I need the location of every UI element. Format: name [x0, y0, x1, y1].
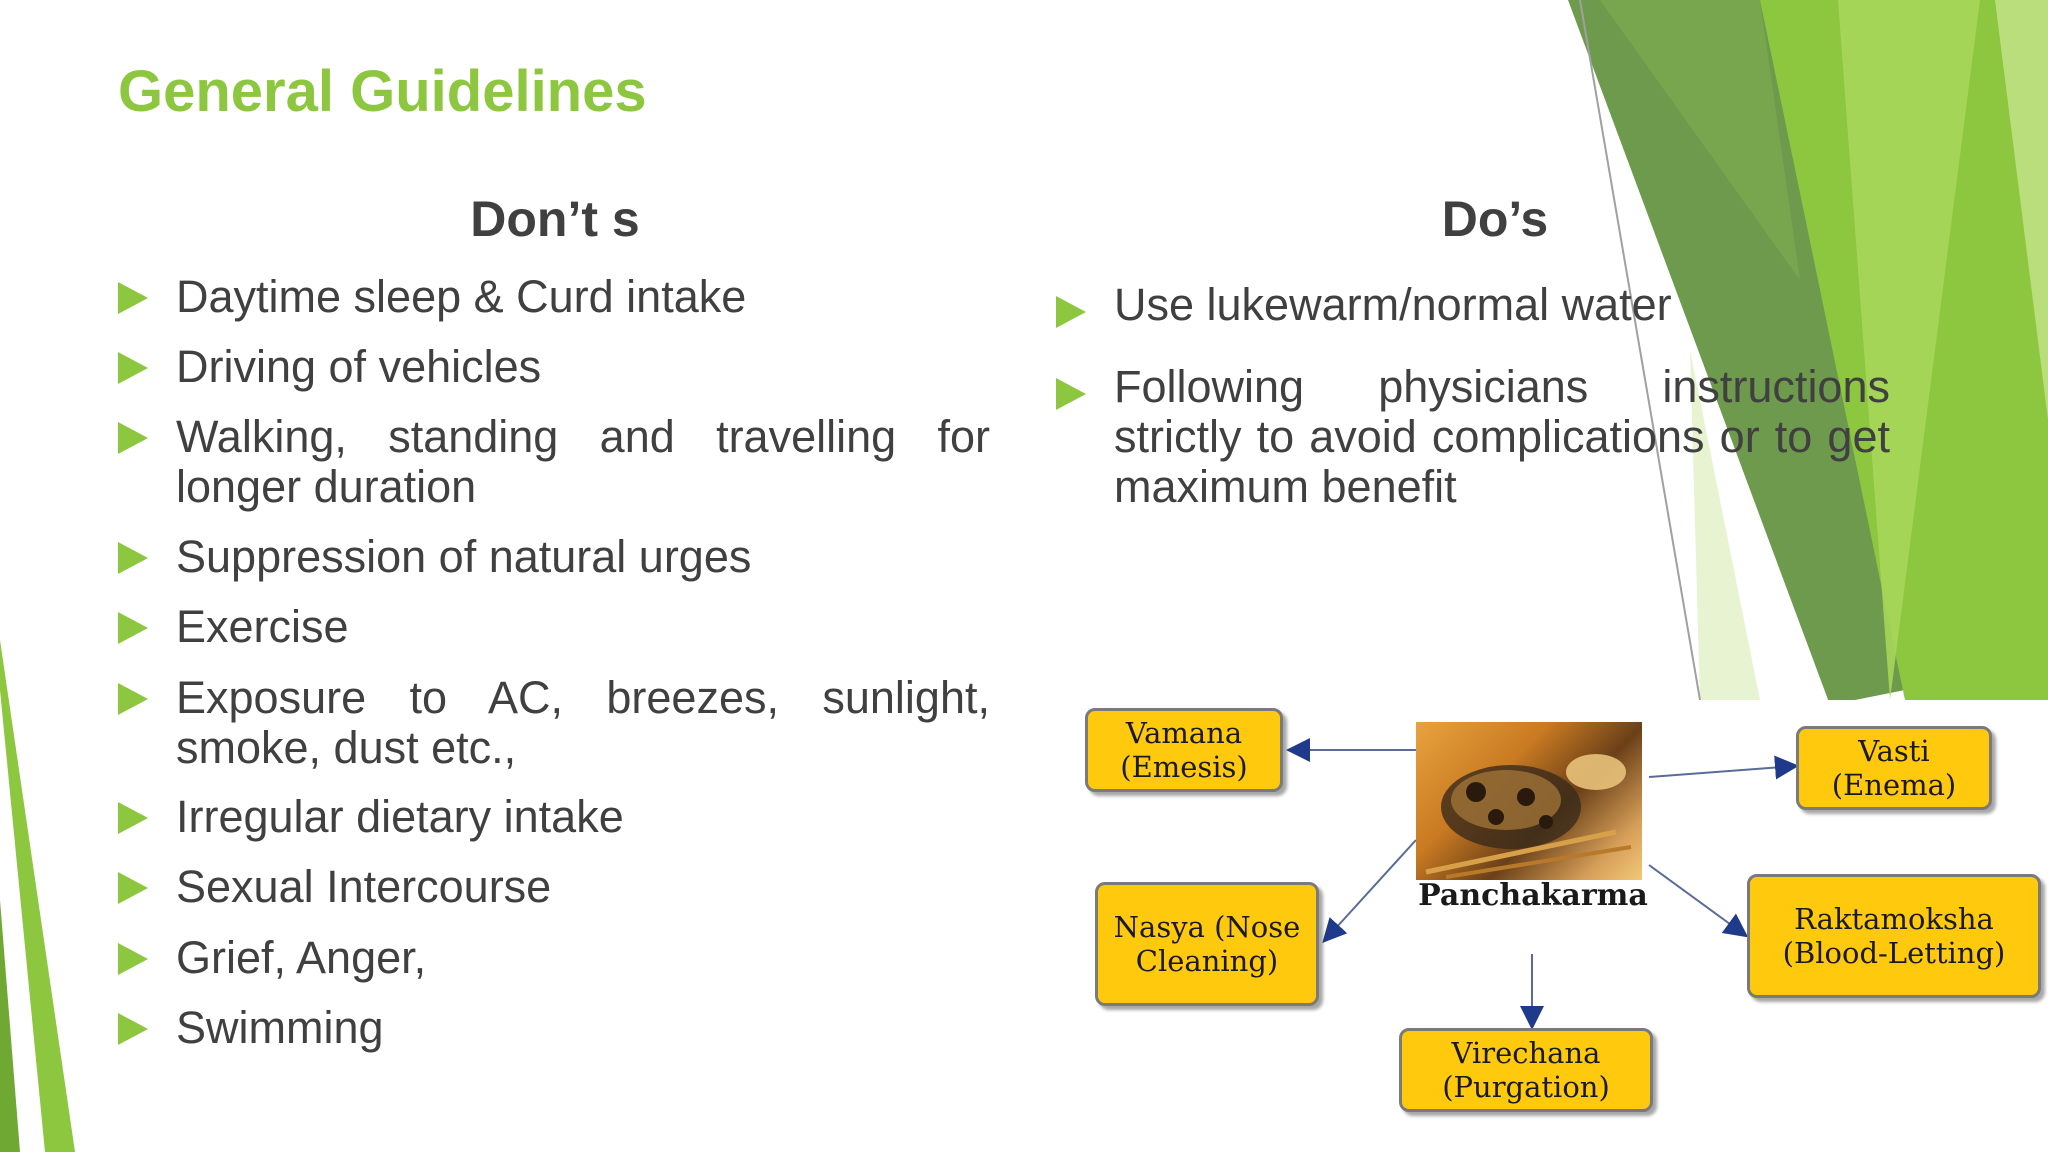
list-item: Use lukewarm/normal water [1114, 280, 1672, 330]
dos-heading: Do’s [1441, 191, 1549, 247]
list-item: Irregular dietary intake [176, 792, 624, 842]
list-item: Grief, Anger, [176, 933, 426, 983]
panchakarma-diagram [1075, 700, 2048, 1152]
panchakarma-label: Panchakarma [1418, 878, 1648, 913]
slide-title: General Guidelines [118, 59, 647, 124]
list-item: Suppression of natural urges [176, 532, 751, 582]
triangle-bullet-icon [118, 943, 148, 975]
triangle-bullet-icon [118, 612, 148, 644]
list-item: Exposure to AC, breezes, sunlight, smoke, dust etc., [176, 673, 990, 773]
triangle-bullet-icon [118, 683, 148, 715]
triangle-bullet-icon [118, 542, 148, 574]
triangle-bullet-icon [1056, 378, 1086, 410]
list-item: Sexual Intercourse [176, 862, 551, 912]
triangle-bullet-icon [118, 802, 148, 834]
triangle-bullet-icon [118, 872, 148, 904]
raktamoksha-box: Raktamoksha (Blood-Letting) [1747, 874, 2041, 998]
list-item: Walking, standing and travelling for longer duration [176, 412, 990, 512]
list-item: Exercise [176, 602, 349, 652]
triangle-bullet-icon [118, 422, 148, 454]
triangle-bullet-icon [118, 352, 148, 384]
vasti-box: Vasti (Enema) [1796, 726, 1992, 810]
list-item: Daytime sleep & Curd intake [176, 272, 746, 322]
triangle-bullet-icon [1056, 296, 1086, 328]
list-item: Following physicians instructions strictly to avoid complications or to get maximum benefit [1114, 362, 1890, 512]
list-item: Swimming [176, 1003, 384, 1053]
herbs-image [1416, 722, 1642, 880]
triangle-bullet-icon [118, 1013, 148, 1045]
nasya-box: Nasya (Nose Cleaning) [1095, 882, 1319, 1006]
vamana-box: Vamana (Emesis) [1085, 708, 1283, 792]
virechana-box: Virechana (Purgation) [1399, 1028, 1653, 1112]
triangle-bullet-icon [118, 282, 148, 314]
list-item: Driving of vehicles [176, 342, 541, 392]
donts-heading: Don’t s [470, 191, 640, 247]
